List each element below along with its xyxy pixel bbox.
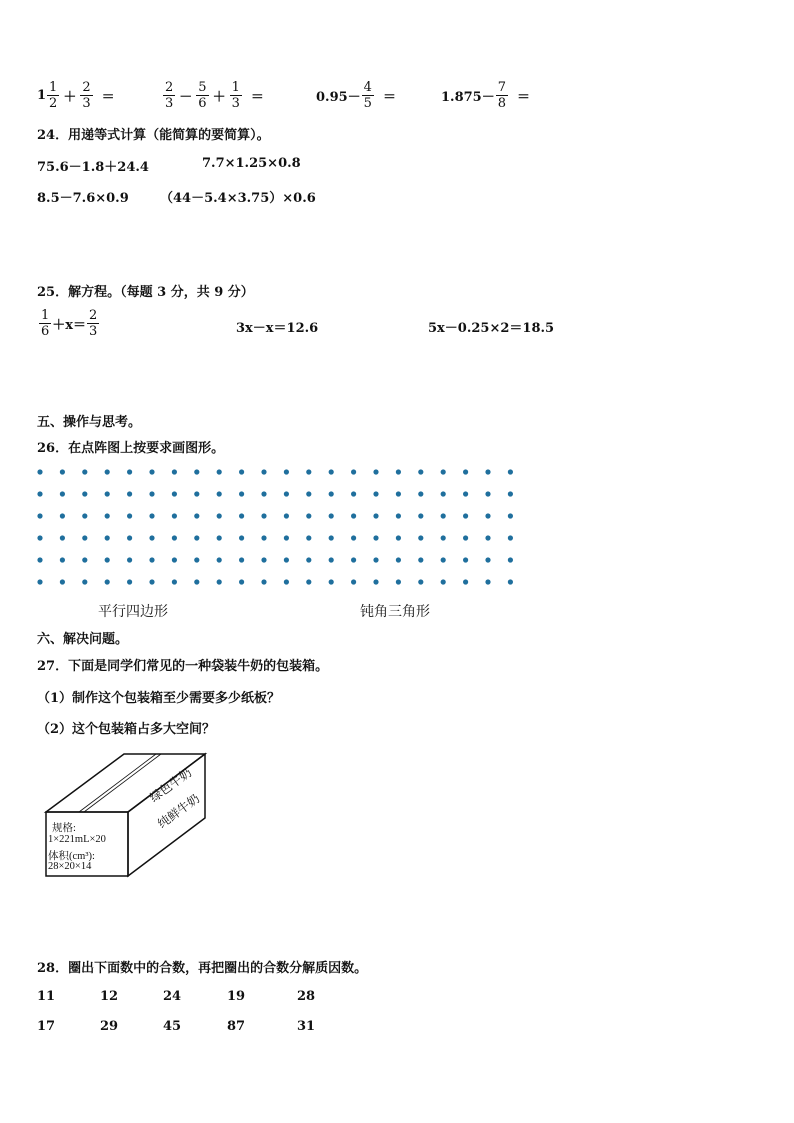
grid-dot[interactable] bbox=[463, 491, 468, 496]
grid-dot[interactable] bbox=[261, 491, 266, 496]
grid-dot[interactable] bbox=[37, 535, 42, 540]
grid-dot[interactable] bbox=[508, 557, 513, 562]
grid-dot[interactable] bbox=[105, 469, 110, 474]
grid-dot[interactable] bbox=[82, 513, 87, 518]
q24-expr-4: （44－5.4×3.75）×0.6 bbox=[160, 191, 316, 206]
grid-dot[interactable] bbox=[127, 491, 132, 496]
grid-dot[interactable] bbox=[217, 535, 222, 540]
grid-dot[interactable] bbox=[172, 579, 177, 584]
grid-dot[interactable] bbox=[37, 579, 42, 584]
grid-dot[interactable] bbox=[37, 469, 42, 474]
grid-dot[interactable] bbox=[351, 513, 356, 518]
grid-dot[interactable] bbox=[441, 491, 446, 496]
q28-num[interactable]: 19 bbox=[227, 989, 246, 1004]
grid-dot[interactable] bbox=[37, 557, 42, 562]
grid-dot[interactable] bbox=[396, 491, 401, 496]
grid-dot[interactable] bbox=[172, 557, 177, 562]
section-5-heading: 五、操作与思考。 bbox=[37, 415, 142, 430]
q23-expr-2: $\frac{2}{3}$ － $\frac{5}{6}$ ＋ $\frac{1}{3}$ ＝ bbox=[165, 80, 264, 111]
grid-dot[interactable] bbox=[261, 469, 266, 474]
grid-dot[interactable] bbox=[284, 513, 289, 518]
grid-dot[interactable] bbox=[441, 535, 446, 540]
grid-dot[interactable] bbox=[373, 557, 378, 562]
box-spec-label: 规格: bbox=[52, 823, 76, 834]
q28-num[interactable]: 17 bbox=[37, 1019, 56, 1034]
fraction: $\frac{1}{2}$ bbox=[49, 80, 58, 111]
grid-dot[interactable] bbox=[217, 469, 222, 474]
fraction: $\frac{1}{6}$ bbox=[41, 308, 50, 339]
grid-dot[interactable] bbox=[508, 579, 513, 584]
grid-dot[interactable] bbox=[127, 513, 132, 518]
grid-dot[interactable] bbox=[105, 491, 110, 496]
q25-eq-3: 5x－0.25×2＝18.5 bbox=[428, 321, 555, 336]
grid-dot[interactable] bbox=[149, 513, 154, 518]
grid-dot[interactable] bbox=[105, 579, 110, 584]
q28-num[interactable]: 45 bbox=[163, 1019, 182, 1034]
grid-dot[interactable] bbox=[194, 513, 199, 518]
q23-expr-3: 0.95－ $\frac{4}{5}$ ＝ bbox=[316, 80, 396, 111]
grid-dot[interactable] bbox=[396, 535, 401, 540]
q28-num[interactable]: 12 bbox=[100, 989, 119, 1004]
label-parallelogram: 平行四边形 bbox=[98, 604, 168, 620]
q24-title: 24．用递等式计算（能简算的要简算）。 bbox=[37, 128, 270, 143]
grid-dot[interactable] bbox=[172, 535, 177, 540]
q26-title: 26．在点阵图上按要求画图形。 bbox=[37, 441, 225, 456]
grid-dot[interactable] bbox=[284, 469, 289, 474]
fraction: $\frac{7}{8}$ bbox=[497, 80, 506, 111]
grid-dot[interactable] bbox=[508, 469, 513, 474]
q28-num[interactable]: 24 bbox=[163, 989, 182, 1004]
grid-dot[interactable] bbox=[351, 491, 356, 496]
q27-sub-1: （1）制作这个包装箱至少需要多少纸板？ bbox=[37, 691, 281, 706]
grid-dot[interactable] bbox=[82, 491, 87, 496]
grid-dot[interactable] bbox=[37, 513, 42, 518]
grid-dot[interactable] bbox=[306, 557, 311, 562]
grid-dot[interactable] bbox=[105, 557, 110, 562]
grid-dot[interactable] bbox=[127, 469, 132, 474]
grid-dot[interactable] bbox=[127, 557, 132, 562]
grid-dot[interactable] bbox=[306, 491, 311, 496]
grid-dot[interactable] bbox=[149, 535, 154, 540]
grid-dot[interactable] bbox=[485, 579, 490, 584]
grid-dot[interactable] bbox=[485, 513, 490, 518]
grid-dot[interactable] bbox=[149, 579, 154, 584]
q28-num[interactable]: 29 bbox=[100, 1019, 119, 1034]
dot-grid[interactable] bbox=[30, 464, 530, 599]
grid-dot[interactable] bbox=[284, 557, 289, 562]
grid-dot[interactable] bbox=[418, 469, 423, 474]
grid-dot[interactable] bbox=[485, 469, 490, 474]
q23-expr-1-whole: 1 bbox=[37, 88, 47, 103]
grid-dot[interactable] bbox=[149, 469, 154, 474]
fraction: $\frac{2}{3}$ bbox=[89, 308, 98, 339]
grid-dot[interactable] bbox=[239, 557, 244, 562]
grid-dot[interactable] bbox=[418, 513, 423, 518]
grid-dot[interactable] bbox=[239, 491, 244, 496]
grid-dot[interactable] bbox=[217, 557, 222, 562]
grid-dot[interactable] bbox=[329, 535, 334, 540]
grid-dot[interactable] bbox=[105, 513, 110, 518]
grid-dot[interactable] bbox=[373, 491, 378, 496]
grid-dot[interactable] bbox=[172, 513, 177, 518]
grid-dot[interactable] bbox=[105, 535, 110, 540]
grid-dot[interactable] bbox=[239, 469, 244, 474]
milk-box-illustration bbox=[40, 748, 220, 880]
grid-dot[interactable] bbox=[373, 579, 378, 584]
q28-num[interactable]: 28 bbox=[297, 989, 316, 1004]
grid-dot[interactable] bbox=[351, 469, 356, 474]
q24-expr-2: 7.7×1.25×0.8 bbox=[202, 156, 301, 171]
grid-dot[interactable] bbox=[418, 491, 423, 496]
grid-dot[interactable] bbox=[373, 513, 378, 518]
fraction: $\frac{5}{6}$ bbox=[198, 80, 207, 111]
box-volume-value: 28×20×14 bbox=[48, 861, 92, 872]
grid-dot[interactable] bbox=[306, 579, 311, 584]
grid-dot[interactable] bbox=[149, 557, 154, 562]
grid-dot[interactable] bbox=[329, 513, 334, 518]
label-obtuse-triangle: 钝角三角形 bbox=[360, 604, 430, 620]
grid-dot[interactable] bbox=[82, 469, 87, 474]
q28-title: 28．圈出下面数中的合数，再把圈出的合数分解质因数。 bbox=[37, 961, 368, 976]
grid-dot[interactable] bbox=[149, 491, 154, 496]
grid-dot[interactable] bbox=[329, 579, 334, 584]
q28-num[interactable]: 87 bbox=[227, 1019, 246, 1034]
q25-eq-2: 3x－x＝12.6 bbox=[236, 321, 319, 336]
grid-dot[interactable] bbox=[373, 469, 378, 474]
grid-dot[interactable] bbox=[418, 535, 423, 540]
grid-dot[interactable] bbox=[261, 579, 266, 584]
grid-dot[interactable] bbox=[217, 491, 222, 496]
section-6-heading: 六、解决问题。 bbox=[37, 632, 129, 647]
grid-dot[interactable] bbox=[194, 535, 199, 540]
grid-dot[interactable] bbox=[508, 535, 513, 540]
grid-dot[interactable] bbox=[396, 557, 401, 562]
grid-dot[interactable] bbox=[508, 513, 513, 518]
grid-dot[interactable] bbox=[194, 469, 199, 474]
grid-dot[interactable] bbox=[329, 469, 334, 474]
grid-dot[interactable] bbox=[441, 557, 446, 562]
grid-dot[interactable] bbox=[60, 513, 65, 518]
grid-dot[interactable] bbox=[351, 535, 356, 540]
grid-dot[interactable] bbox=[261, 535, 266, 540]
grid-dot[interactable] bbox=[261, 513, 266, 518]
grid-dot[interactable] bbox=[441, 579, 446, 584]
grid-dot[interactable] bbox=[172, 491, 177, 496]
grid-dot[interactable] bbox=[463, 579, 468, 584]
grid-dot[interactable] bbox=[60, 535, 65, 540]
box-side-text-1: 绿色牛奶 bbox=[147, 765, 195, 805]
grid-dot[interactable] bbox=[261, 557, 266, 562]
grid-dot[interactable] bbox=[284, 491, 289, 496]
grid-dot[interactable] bbox=[37, 491, 42, 496]
grid-dot[interactable] bbox=[485, 557, 490, 562]
q23-expr-1: 1 $\frac{1}{2}$ ＋ $\frac{2}{3}$ ＝ bbox=[37, 80, 115, 111]
grid-dot[interactable] bbox=[306, 535, 311, 540]
q28-num[interactable]: 31 bbox=[297, 1019, 316, 1034]
q27-sub-2: （2）这个包装箱占多大空间？ bbox=[37, 722, 216, 737]
grid-dot[interactable] bbox=[463, 469, 468, 474]
grid-dot[interactable] bbox=[284, 579, 289, 584]
grid-dot[interactable] bbox=[441, 513, 446, 518]
grid-dot[interactable] bbox=[485, 491, 490, 496]
grid-dot[interactable] bbox=[239, 535, 244, 540]
grid-dot[interactable] bbox=[60, 579, 65, 584]
grid-dot[interactable] bbox=[194, 491, 199, 496]
grid-dot[interactable] bbox=[396, 579, 401, 584]
q24-expr-3: 8.5－7.6×0.9 bbox=[37, 191, 129, 206]
grid-dot[interactable] bbox=[60, 491, 65, 496]
grid-dot[interactable] bbox=[82, 579, 87, 584]
grid-dot[interactable] bbox=[463, 557, 468, 562]
grid-dot[interactable] bbox=[194, 579, 199, 584]
grid-dot[interactable] bbox=[441, 469, 446, 474]
grid-dot[interactable] bbox=[82, 535, 87, 540]
fraction: $\frac{2}{3}$ bbox=[82, 80, 91, 111]
grid-dot[interactable] bbox=[60, 469, 65, 474]
fraction: $\frac{4}{5}$ bbox=[363, 80, 372, 111]
grid-dot[interactable] bbox=[396, 469, 401, 474]
fraction: $\frac{1}{3}$ bbox=[231, 80, 240, 111]
grid-dot[interactable] bbox=[284, 535, 289, 540]
grid-dot[interactable] bbox=[82, 557, 87, 562]
grid-dot[interactable] bbox=[508, 491, 513, 496]
grid-dot[interactable] bbox=[329, 491, 334, 496]
grid-dot[interactable] bbox=[306, 469, 311, 474]
q23-expr-4: 1.875－ $\frac{7}{8}$ ＝ bbox=[441, 80, 531, 111]
grid-dot[interactable] bbox=[217, 513, 222, 518]
grid-dot[interactable] bbox=[373, 535, 378, 540]
grid-dot[interactable] bbox=[351, 557, 356, 562]
grid-dot[interactable] bbox=[239, 513, 244, 518]
grid-dot[interactable] bbox=[172, 469, 177, 474]
grid-dot[interactable] bbox=[351, 579, 356, 584]
box-side-text-2: 纯鲜牛奶 bbox=[155, 791, 203, 831]
grid-dot[interactable] bbox=[463, 535, 468, 540]
grid-dot[interactable] bbox=[418, 579, 423, 584]
grid-dot[interactable] bbox=[239, 579, 244, 584]
box-spec-value: 1×221mL×20 bbox=[48, 834, 106, 845]
grid-dot[interactable] bbox=[463, 513, 468, 518]
grid-dot[interactable] bbox=[127, 535, 132, 540]
box-volume-label: 体积(cm³): bbox=[48, 851, 95, 862]
grid-dot[interactable] bbox=[60, 557, 65, 562]
grid-dot[interactable] bbox=[194, 557, 199, 562]
grid-dot[interactable] bbox=[127, 579, 132, 584]
grid-dot[interactable] bbox=[329, 557, 334, 562]
q24-expr-1: 75.6－1.8＋24.4 bbox=[37, 160, 149, 175]
q25-title: 25．解方程。（每题 3 分，共 9 分） bbox=[37, 285, 254, 300]
grid-dot[interactable] bbox=[217, 579, 222, 584]
q27-title: 27．下面是同学们常见的一种袋装牛奶的包装箱。 bbox=[37, 659, 329, 674]
grid-dot[interactable] bbox=[306, 513, 311, 518]
fraction: $\frac{2}{3}$ bbox=[165, 80, 174, 111]
grid-dot[interactable] bbox=[396, 513, 401, 518]
q25-eq-1: $\frac{1}{6}$ ＋x＝ $\frac{2}{3}$ bbox=[41, 308, 98, 339]
q28-num[interactable]: 11 bbox=[37, 989, 56, 1004]
grid-dot[interactable] bbox=[485, 535, 490, 540]
grid-dot[interactable] bbox=[418, 557, 423, 562]
